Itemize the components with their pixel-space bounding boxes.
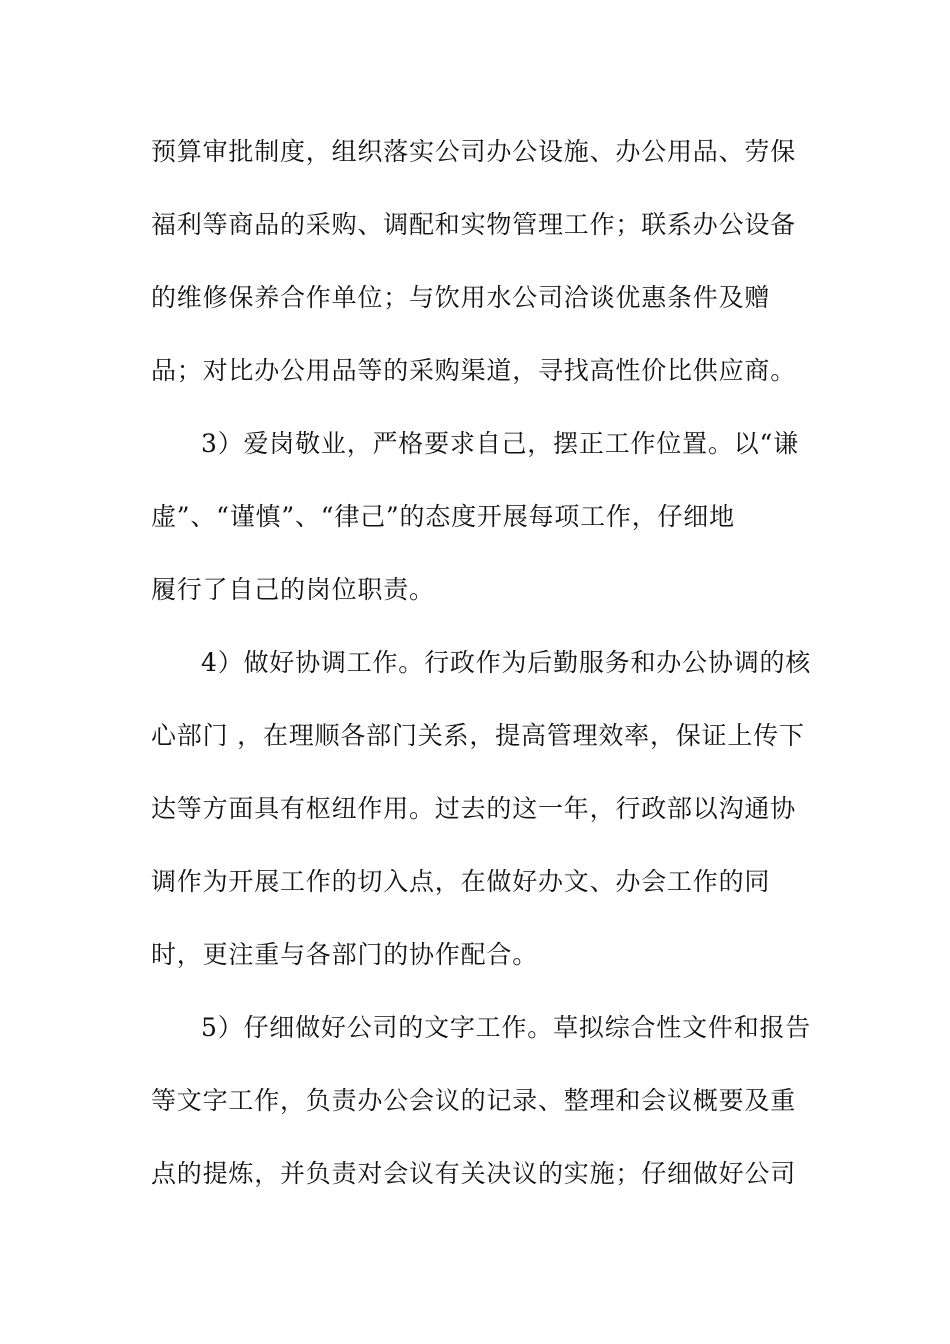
text-line: 时，更注重与各部门的协作配合。 bbox=[151, 940, 539, 969]
text-line: 心部门 ，在理顺各部门关系，提高管理效率，保证上传下 bbox=[151, 721, 805, 750]
text-line: 调作为开展工作的切入点，在做好办文、办会工作的同 bbox=[151, 867, 771, 896]
document-body bbox=[151, 128, 811, 1223]
text-line: 品；对比办公用品等的采购渠道，寻找高性价比供应商。 bbox=[151, 356, 797, 385]
paragraph-start-line: 4）做好协调工作。行政作为后勤服务和办公协调的核 bbox=[201, 648, 812, 677]
text-line: 点的提炼，并负责对会议有关决议的实施；仔细做好公司 bbox=[151, 1159, 797, 1188]
text-line: 预算审批制度，组织落实公司办公设施、办公用品、劳保 bbox=[151, 137, 797, 166]
text-line: 等文字工作，负责办公会议的记录、整理和会议概要及重 bbox=[151, 1086, 797, 1115]
paragraph-start-line: 5）仔细做好公司的文字工作。草拟综合性文件和报告 bbox=[201, 1013, 812, 1042]
text-line: 达等方面具有枢纽作用。过去的这一年，行政部以沟通协 bbox=[151, 794, 797, 823]
text-line: 履行了自己的岗位职责。 bbox=[151, 575, 435, 604]
text-line: 虚”、“谨慎”、“律己”的态度开展每项工作，仔细地 bbox=[151, 502, 735, 531]
paragraph-start-line: 3）爱岗敬业，严格要求自己，摆正工作位置。以“谦 bbox=[201, 429, 799, 458]
text-line: 福利等商品的采购、调配和实物管理工作；联系办公设备 bbox=[151, 210, 797, 239]
text-line: 的维修保养合作单位；与饮用水公司洽谈优惠条件及赠 bbox=[151, 283, 771, 312]
